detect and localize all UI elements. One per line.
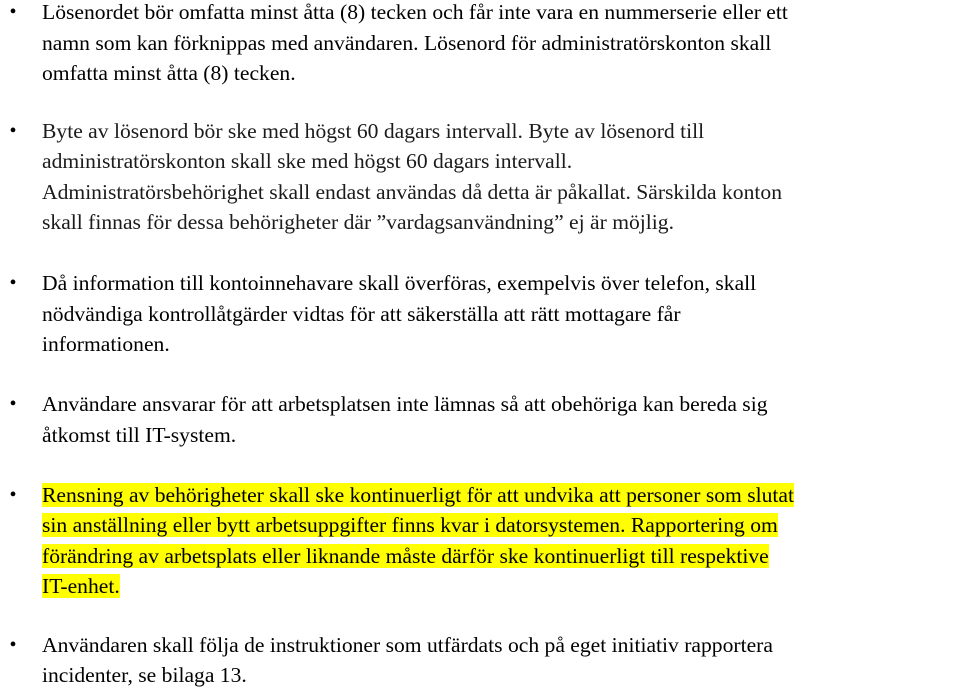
list-item-line: Användaren skall följa de instruktioner som utfärdats och på eget initiativ rapportera bbox=[42, 633, 773, 657]
highlighted-text: IT-enhet. bbox=[42, 574, 120, 598]
list-item-line: namn som kan förknippas med användaren. Lösenord för administratörskonton skall bbox=[42, 31, 772, 55]
bullet-icon: • bbox=[9, 272, 17, 294]
bullet-icon: • bbox=[9, 1, 17, 23]
list-item-line: Byte av lösenord bör ske med högst 60 dagars intervall. Byte av lösenord till bbox=[42, 119, 705, 143]
list-item-line: skall finnas för dessa behörigheter där ”vardagsanvändning” ej är möjlig. bbox=[42, 210, 674, 234]
list-item-line bbox=[42, 571, 120, 602]
list-item-line: Administratörsbehörighet skall endast användas då detta är påkallat. Särskilda konton bbox=[42, 180, 782, 204]
list-item-line: åtkomst till IT-system. bbox=[42, 423, 237, 447]
highlighted-text: förändring av arbetsplats eller liknande måste därför ske kontinuerligt till respektive bbox=[42, 544, 769, 568]
list-item-line: Då information till kontoinnehavare skall överföras, exempelvis över telefon, skall bbox=[42, 271, 757, 295]
list-item-line: incidenter, se bilaga 13. bbox=[42, 663, 247, 687]
bullet-icon: • bbox=[9, 393, 17, 415]
bullet-icon: • bbox=[9, 120, 17, 142]
highlighted-text: sin anställning eller bytt arbetsuppgifter finns kvar i datorsystemen. Rapportering om bbox=[42, 513, 778, 537]
list-item-line: nödvändiga kontrollåtgärder vidtas för att säkerställa att rätt mottagare får bbox=[42, 302, 681, 326]
list-item-line: informationen. bbox=[42, 332, 170, 356]
list-item-line bbox=[42, 541, 769, 572]
list-item-line: omfatta minst åtta (8) tecken. bbox=[42, 61, 296, 85]
list-item-line: Användare ansvarar för att arbetsplatsen inte lämnas så att obehöriga kan bereda sig bbox=[42, 392, 768, 416]
highlighted-text: Rensning av behörigheter skall ske kontinuerligt för att undvika att personer som slutat bbox=[42, 483, 795, 507]
list-item-line: Lösenordet bör omfatta minst åtta (8) tecken och får inte vara en nummerserie eller ett bbox=[42, 0, 788, 24]
list-item-line bbox=[42, 480, 794, 511]
list-item-line: administratörskonton skall ske med högst 60 dagars intervall. bbox=[42, 149, 573, 173]
bullet-icon: • bbox=[9, 484, 17, 506]
list-item-line bbox=[42, 510, 778, 541]
bullet-icon: • bbox=[9, 634, 17, 656]
